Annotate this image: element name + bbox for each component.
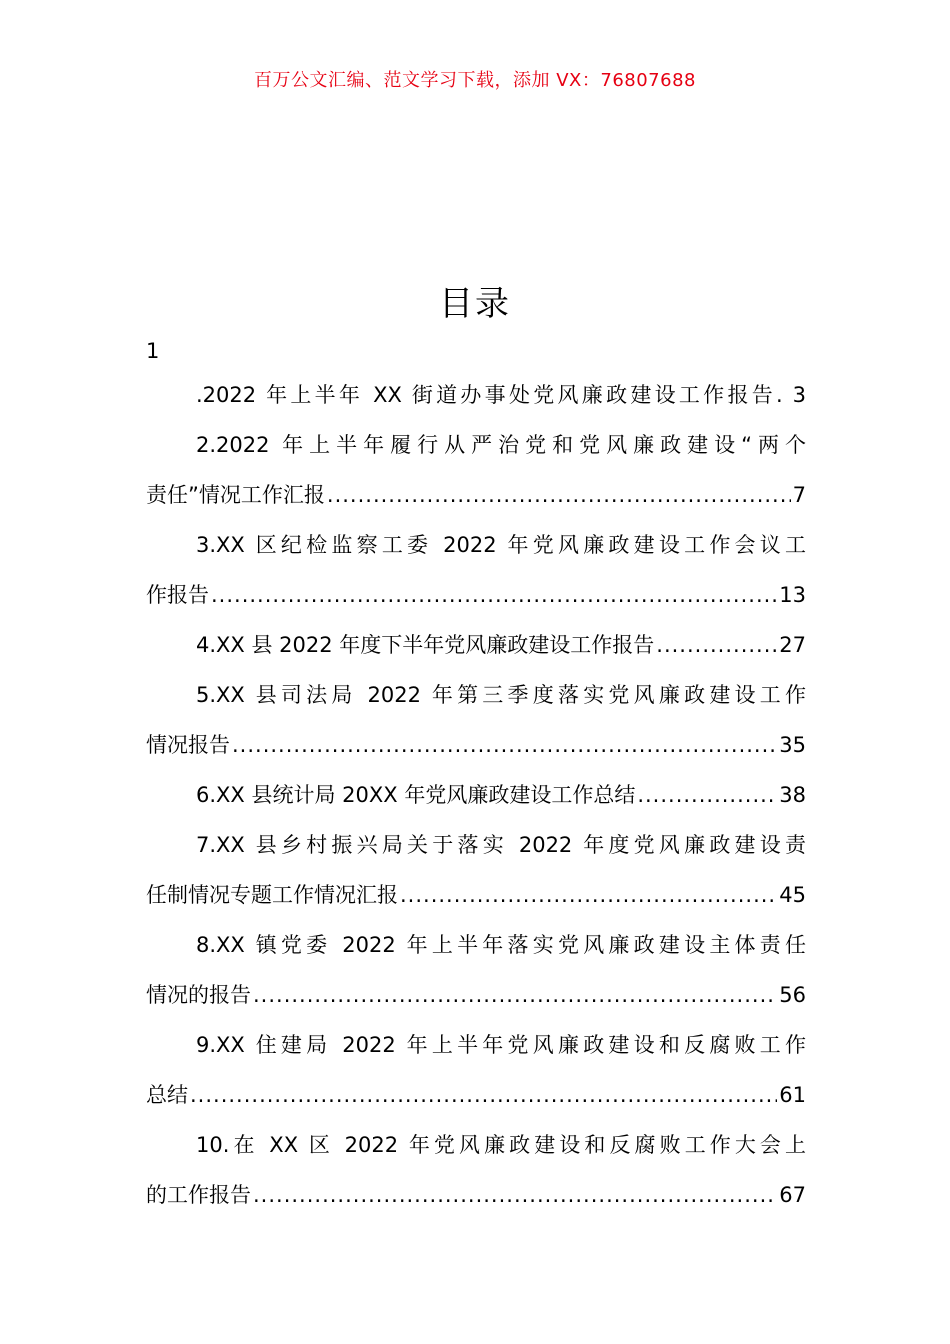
toc-page-number: 45 [779, 883, 806, 907]
dot-leader [327, 470, 791, 520]
toc-entry-last-line [146, 970, 806, 1020]
toc-entry[interactable] [146, 520, 806, 620]
toc-entry-last-line [146, 620, 806, 670]
toc-entry-last-line [146, 470, 806, 520]
toc-entry-last-line [146, 770, 806, 820]
toc-entry-text: 7.XX 县乡村振兴局关于落实 2022 年度党风廉政建设责 [196, 833, 806, 857]
toc-page-number: 61 [779, 1083, 806, 1107]
toc-entry-text: 9.XX 住建局 2022 年上半年党风廉政建设和反腐败工作 [196, 1033, 806, 1057]
toc-entry-text: 的工作报告 [146, 1183, 251, 1207]
dot-leader [190, 1070, 777, 1120]
toc-lead-number: 1 [146, 339, 160, 363]
toc-entry-text: 2.2022 年上半年履行从严治党和党风廉政建设“两个 [196, 433, 806, 457]
toc-page-number: 7 [792, 483, 806, 507]
dot-leader [253, 970, 777, 1020]
toc-entry-text: 情况报告 [146, 733, 230, 757]
toc-entry-text: .2022 年上半年 XX 街道办事处党风廉政建设工作报告. 3 [196, 383, 806, 407]
dot-leader [656, 620, 777, 670]
toc-entry[interactable] [146, 370, 806, 420]
toc-entry-text: 任制情况专题工作情况汇报 [146, 883, 398, 907]
toc-page-number: 27 [779, 633, 806, 657]
toc-entry-text: 作报告 [146, 583, 209, 607]
toc-entry-text: 8.XX 镇党委 2022 年上半年落实党风廉政建设主体责任 [196, 933, 806, 957]
toc-entry-text: 3.XX 区纪检监察工委 2022 年党风廉政建设工作会议工 [196, 533, 806, 557]
toc-entry[interactable] [146, 1020, 806, 1120]
toc-entry[interactable] [146, 670, 806, 770]
toc-entry[interactable] [146, 420, 806, 520]
toc-entry-text: 5.XX 县司法局 2022 年第三季度落实党风廉政建设工作 [196, 683, 806, 707]
toc-entry-last-line [146, 720, 806, 770]
toc-entry-last-line [146, 870, 806, 920]
toc-entry-last-line [146, 1170, 806, 1220]
toc-entry[interactable] [146, 770, 806, 820]
toc-entry[interactable] [146, 820, 806, 920]
toc-page-number: 35 [779, 733, 806, 757]
toc-entry-text: 10.在 XX 区 2022 年党风廉政建设和反腐败工作大会上 [196, 1133, 806, 1157]
dot-leader [232, 720, 777, 770]
toc-entry[interactable] [146, 620, 806, 670]
toc-entry-text: 4.XX 县 2022 年度下半年党风廉政建设工作报告 [196, 633, 655, 657]
toc-entry[interactable] [146, 1120, 806, 1220]
toc-page-number: 13 [779, 583, 806, 607]
toc-entry-text: 情况的报告 [146, 983, 251, 1007]
dot-leader [253, 1170, 777, 1220]
toc-page-number: 67 [779, 1183, 806, 1207]
dot-leader [637, 770, 777, 820]
toc-entry-text: 责任”情况工作汇报 [146, 483, 325, 507]
toc-entry-last-line [146, 570, 806, 620]
toc-page-number: 38 [779, 783, 806, 807]
watermark-header: 百万公文汇编、范文学习下载，添加 VX：76807688 [254, 70, 696, 91]
toc-entry-last-line [146, 1070, 806, 1120]
toc-entry-text: 总结 [146, 1083, 188, 1107]
dot-leader [211, 570, 777, 620]
table-of-contents [146, 332, 806, 1220]
toc-entry-text: 6.XX 县统计局 20XX 年党风廉政建设工作总结 [196, 783, 636, 807]
toc-page-number: 56 [779, 983, 806, 1007]
toc-entry[interactable] [146, 920, 806, 1020]
dot-leader [400, 870, 777, 920]
page-title: 目录 [439, 284, 511, 324]
